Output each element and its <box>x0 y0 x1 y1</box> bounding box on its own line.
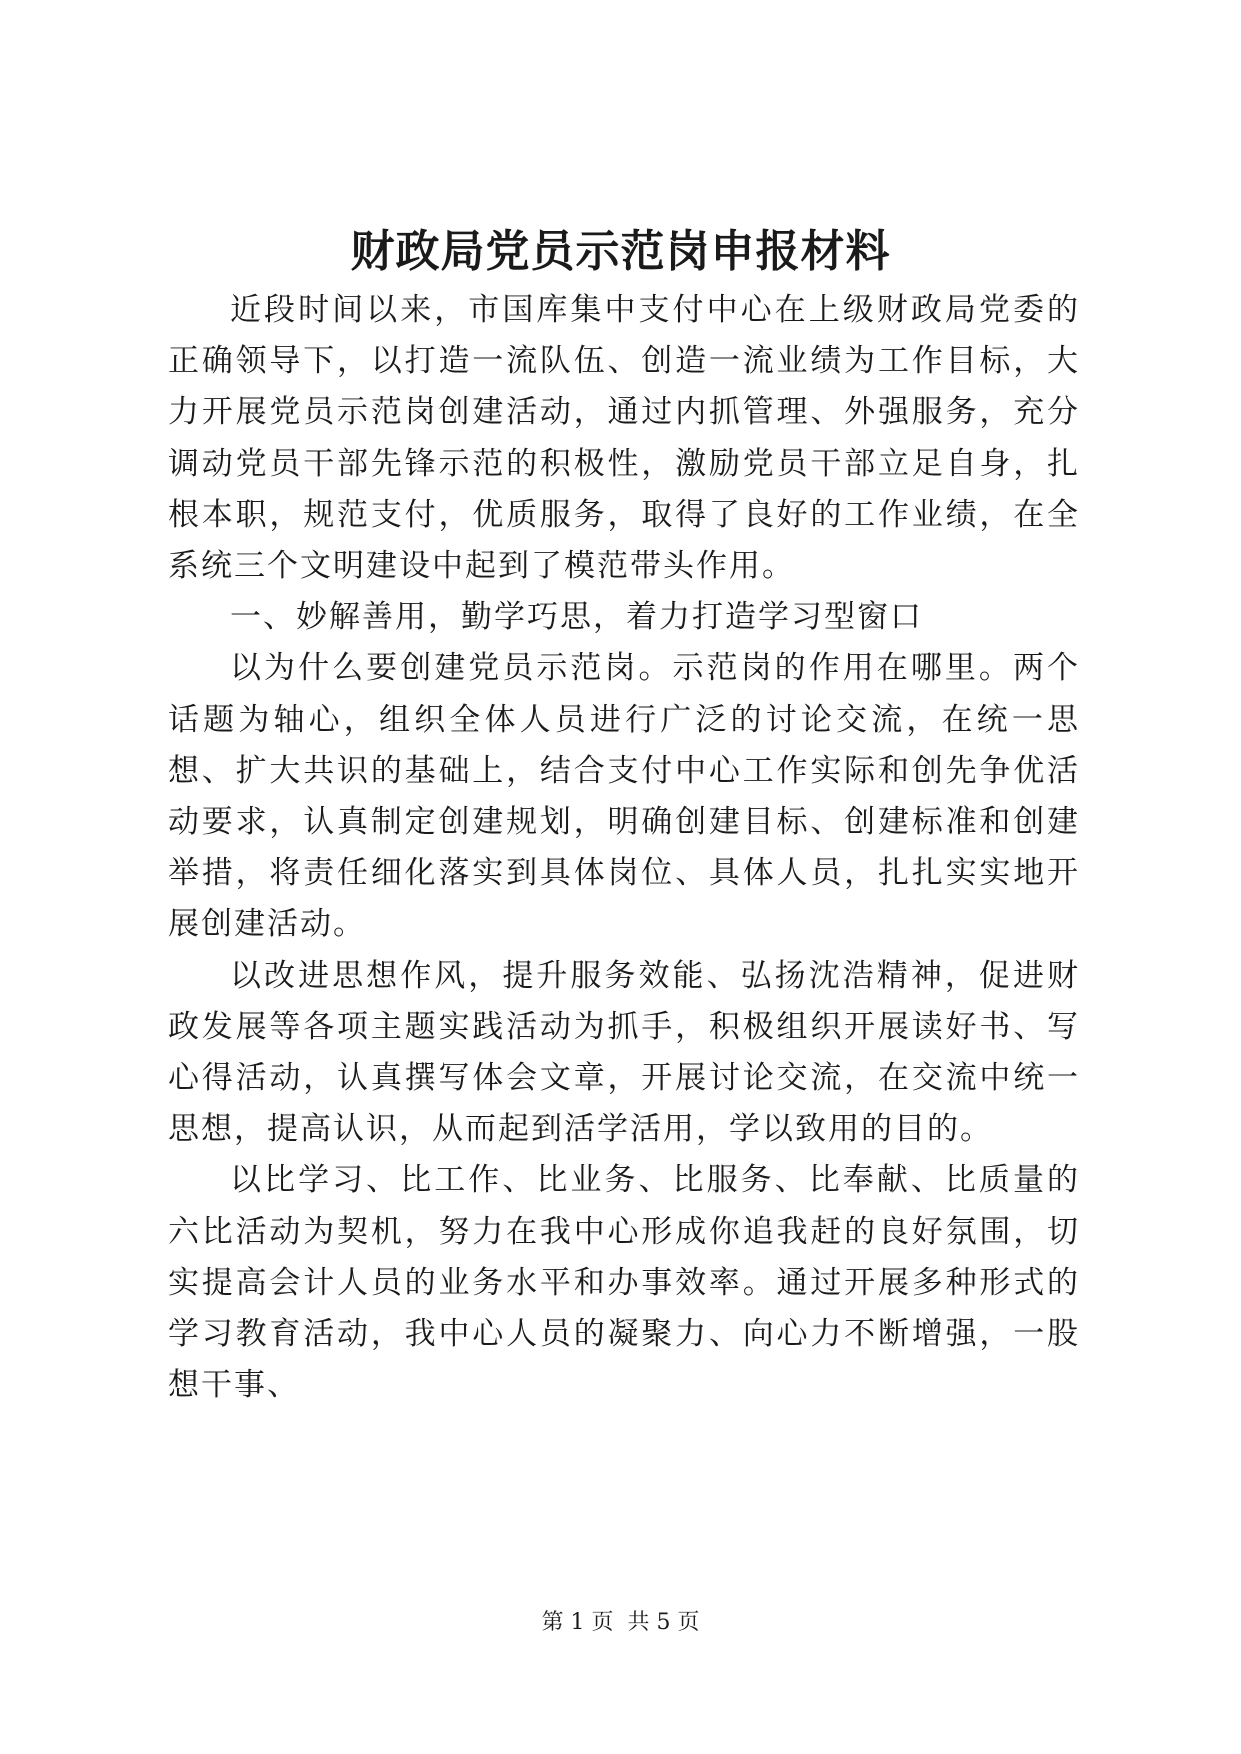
page-footer <box>0 1608 1241 1638</box>
document-title: 财政局党员示范岗申报材料 <box>350 226 891 277</box>
page-number-label: 第 1 页 共 5 页 <box>541 1610 700 1635</box>
paragraph-4: 以比学习、比工作、比业务、比服务、比奉献、比质量的六比活动为契机，努力在我中心形成你追我赶的良好氛围，切实提高会计人员的业务水平和办事效率。通过开展多种形式的学习教育活动，我中心人员的凝聚力、向心力不断增强，一股想干事、 <box>168 1162 1080 1404</box>
document-body <box>168 285 1080 1411</box>
paragraph-3: 以改进思想作风，提升服务效能、弘扬沈浩精神，促进财政发展等各项主题实践活动为抓手，积极组织开展读好书、写心得活动，认真撰写体会文章，开展讨论交流，在交流中统一思想，提高认识，从而起到活学活用，学以致用的目的。 <box>168 957 1080 1148</box>
paragraph-2: 以为什么要创建党员示范岗。示范岗的作用在哪里。两个话题为轴心，组织全体人员进行广泛的讨论交流，在统一思想、扩大共识的基础上，结合支付中心工作实际和创先争优活动要求，认真制定创建规划，明确创建目标、创建标准和创建举措，将责任细化落实到具体岗位、具体人员，扎扎实实地开展创建活动。 <box>168 650 1080 943</box>
paragraph-intro: 近段时间以来，市国库集中支付中心在上级财政局党委的正确领导下，以打造一流队伍、创造一流业绩为工作目标，大力开展党员示范岗创建活动，通过内抓管理、外强服务，充分调动党员干部先锋示范的积极性，激励党员干部立足自身，扎根本职，规范支付，优质服务，取得了良好的工作业绩，在全系统三个文明建设中起到了模范带头作用。 <box>168 292 1080 585</box>
section-heading-1: 一、妙解善用，勤学巧思，着力打造学习型窗口 <box>230 599 923 636</box>
